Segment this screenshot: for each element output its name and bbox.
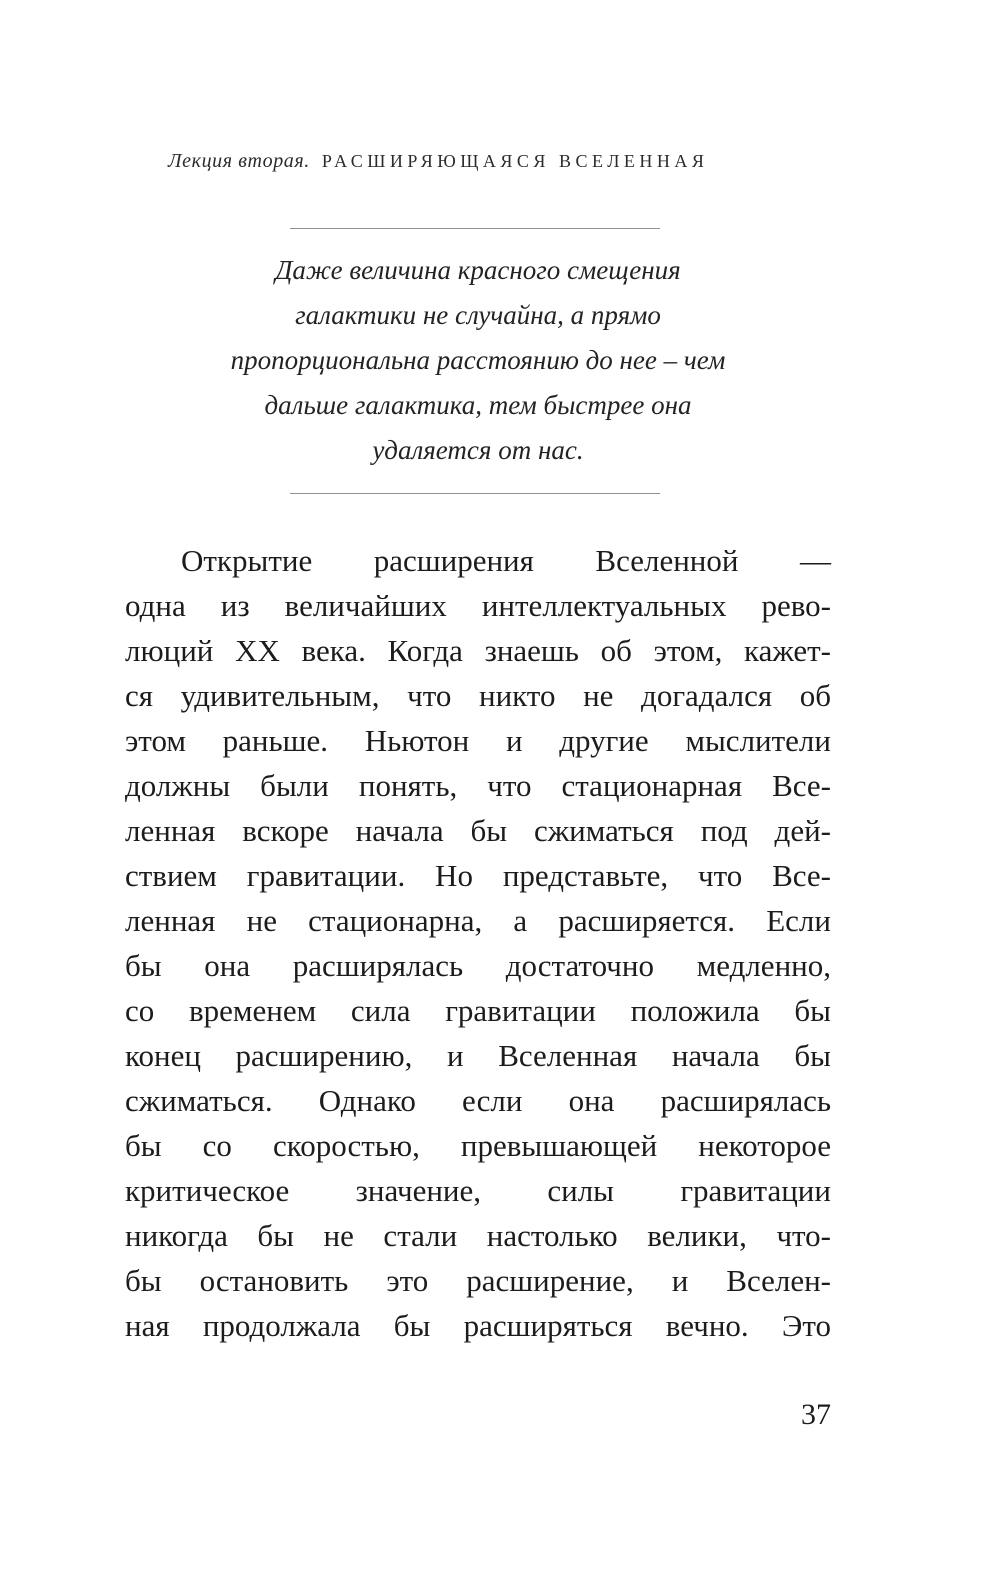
body-line: ся удивительным, что никто не догадался об — [125, 678, 831, 713]
epigraph-line: пропорциональна расстоянию до нее – чем — [230, 345, 726, 375]
epigraph-line: галактики не случайна, а прямо — [295, 300, 661, 330]
body-line: должны были понять, что стационарная Все- — [125, 768, 831, 803]
page-header — [168, 150, 708, 173]
body-line: ная продолжала бы расширяться вечно. Это — [125, 1308, 831, 1343]
epigraph-line: дальше галактика, тем быстрее она — [264, 390, 692, 420]
divider-bottom — [290, 493, 660, 494]
epigraph — [125, 248, 831, 473]
page-number: 37 — [801, 1398, 831, 1431]
body-line: Открытие расширения Вселенной — — [181, 543, 831, 578]
body-paragraph — [125, 538, 831, 1348]
epigraph-line: удаляется от нас. — [372, 435, 584, 465]
lecture-label: Лекция вторая. — [168, 150, 310, 172]
body-line: одна из величайших интеллектуальных рево- — [125, 588, 831, 623]
body-line: этом раньше. Ньютон и другие мыслители — [125, 723, 831, 758]
body-line: сжиматься. Однако если она расширялась — [125, 1083, 831, 1118]
body-line: бы она расширялась достаточно медленно, — [125, 948, 831, 983]
body-line: люций XX века. Когда знаешь об этом, кажет- — [125, 633, 831, 668]
body-line: бы со скоростью, превышающей некоторое — [125, 1128, 831, 1163]
body-line: никогда бы не стали настолько велики, что- — [125, 1218, 831, 1253]
body-line: ленная вскоре начала бы сжиматься под дей- — [125, 813, 831, 848]
body-line: со временем сила гравитации положила бы — [125, 993, 831, 1028]
body-line: конец расширению, и Вселенная начала бы — [125, 1038, 831, 1073]
body-line: критическое значение, силы гравитации — [125, 1173, 831, 1208]
chapter-title: РАСШИРЯЮЩАЯСЯ ВСЕЛЕННАЯ — [321, 151, 709, 171]
epigraph-line: Даже величина красного смещения — [275, 255, 681, 285]
body-line: ленная не стационарна, а расширяется. Если — [125, 903, 831, 938]
body-line: бы остановить это расширение, и Вселен- — [125, 1263, 831, 1298]
body-line: ствием гравитации. Но представьте, что Все- — [125, 858, 831, 893]
divider-top — [290, 228, 660, 229]
